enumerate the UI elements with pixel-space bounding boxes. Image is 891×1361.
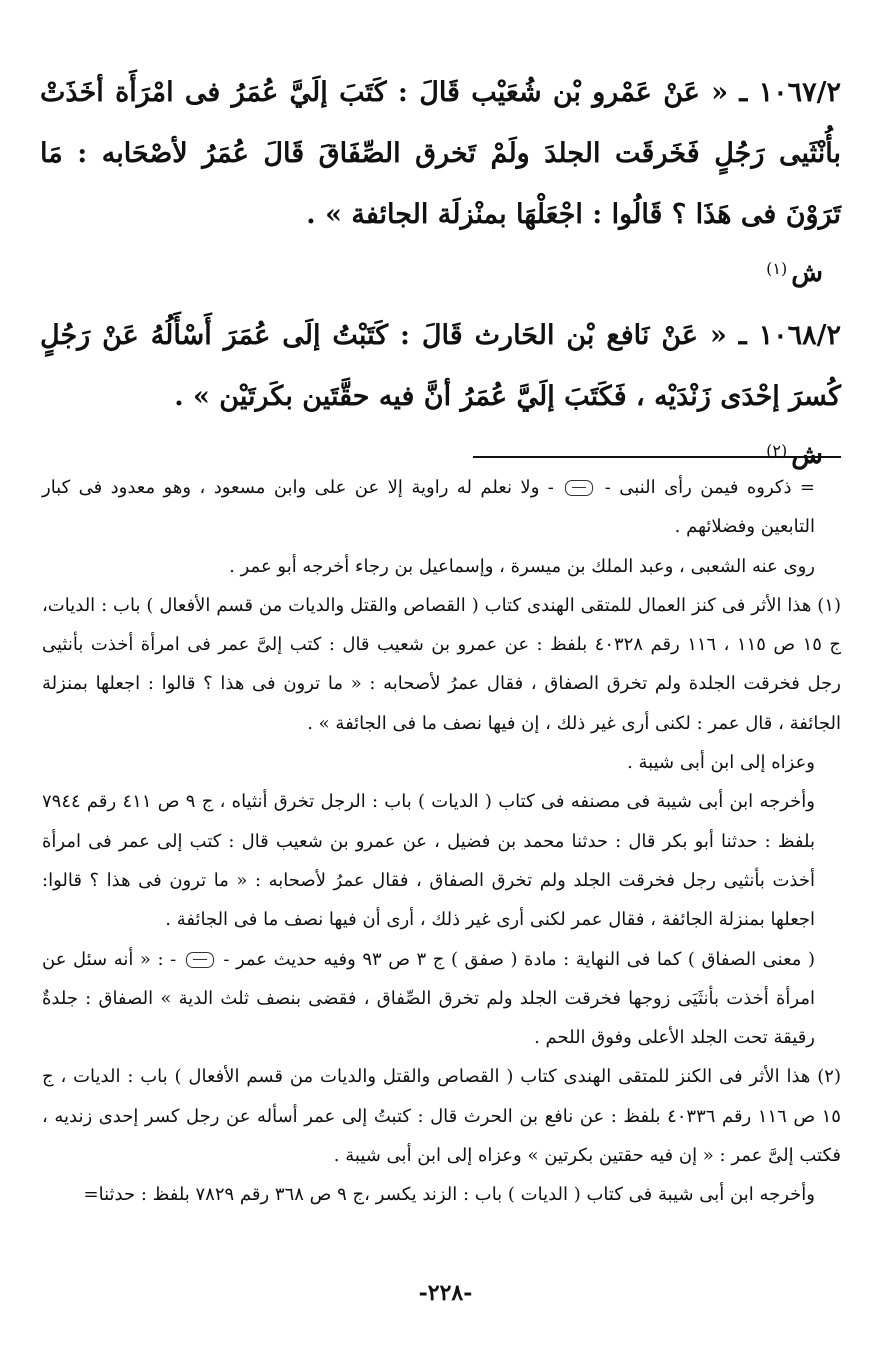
- note-paragraph: وأخرجه ابن أبى شيبة فى مصنفه فى كتاب ( الديات ) باب : الرجل تخرق أنثياه ، ج ٩ ص ٤١١ رقم ٧٩٤٤ بلفظ : حدثنا أبو بكر قال : حدثنا محمد بن فضيل ، عن عمرو بن شعيب قال : كتب إلى عمر فى امرأة أخذت بأنثيى رجل فخرقت الجلد ولم تخرق الصفاق ، فقال عمرُ لأصحابه : « ما ترون فى هذا ؟ قالوا: اجعلها بمنزلة الجائفة ، فقال عمر لكنى أرى غير ذلك ، أرى أن فيها نصف ما فى الجائفة .: [42, 791, 815, 931]
- hadith-1068: [40, 305, 841, 427]
- salutation-icon: [186, 952, 214, 968]
- hadith-text: « عَنْ عَمْرو بْن شُعَيْب قَالَ : كَتَبَ إلَيَّ عُمَرُ فى امْرَأَة أخَذَتْ بأُنْثَيى رَجُلٍ فَخَرقَت الجلدَ ولَمْ تَخرق الصِّفَاقَ قَالَ عُمَرُ لأصْحَابه : مَا تَرَوْنَ فى هَذَا ؟ قَالُوا : اجْعَلْهَا بمنْزلَة الجائفة » .: [40, 77, 841, 230]
- source-line: [40, 245, 841, 301]
- hadith-1067: [40, 62, 841, 245]
- hadith-number: ١٠٦٧/٢: [758, 77, 841, 108]
- note-text: ( معنى الصفاق ) كما فى النهاية : مادة ( صفق ) ج ٣ ص ٩٣ وفيه حديث عمر -: [223, 948, 815, 970]
- note-text: - ولا نعلم له راوية إلا عن على وابن مسعود ، وهو معدود فى كبار التابعين وفضلائهم .: [42, 477, 815, 538]
- footnote-text: هذا الأثر فى الكنز للمتقى الهندى كتاب ( القصاص والقتل والديات من قسم الأفعال ) باب : الديات ، ج ١٥ ص ١١٦ رقم ٤٠٣٣٦ بلفظ : عن نافع بن الحرث قال : كتبتُ إلى عمر أسأله عن رجل كسر إحدى زنديه ، فكتب إلىَّ عمر : « إن فيه حقتين بكرتين » وعزاه إلى ابن أبى شيبة .: [42, 1066, 841, 1167]
- note-paragraph: وعزاه إلى ابن أبى شيبة .: [627, 752, 815, 774]
- note-text: = ذكروه فيمن رأى النبى -: [604, 477, 815, 498]
- source-abbrev: ش: [791, 258, 823, 288]
- page-number: -٢٢٨-: [418, 1280, 473, 1306]
- footnote-ref[interactable]: (٢): [766, 441, 788, 460]
- note-paragraph: وأخرجه ابن أبى شيبة فى كتاب ( الديات ) باب : الزند يكسر ،ج ٩ ص ٣٦٨ رقم ٧٨٢٩ بلفظ : حدثنا=: [83, 1184, 815, 1206]
- hadith-dash: ـ: [738, 320, 747, 351]
- hadith-number: ١٠٦٨/٢: [758, 320, 841, 351]
- footnote-ref[interactable]: (١): [766, 259, 788, 278]
- salutation-icon: [565, 480, 593, 496]
- footnote-text: هذا الأثر فى كنز العمال للمتقى الهندى كتاب ( القصاص والقتل والديات من قسم الأفعال ) باب : الديات، ج ١٥ ص ١١٥ ، ١١٦ رقم ٤٠٣٢٨ بلفظ : عن عمرو بن شعيب قال : كتب إلىَّ عمر فى امرأة أخذت بأنثيى رجل فخرقت الجلدة ولم تخرق الصفاق ، فقال عمرُ لأصحابه : « ما ترون فى هذا ؟ قالوا : اجعلها بمنزلة الجائفة ، قال عمر : لكنى أرى غير ذلك ، إن فيها نصف ما فى الجائفة » .: [42, 594, 841, 734]
- source-abbrev: ش: [791, 440, 823, 470]
- main-text: [40, 62, 841, 487]
- hadith-text: « عَنْ نَافع بْن الحَارث قَالَ : كَتَبْتُ إلَى عُمَرَ أَسْأَلُهُ عَنْ رَجُلٍ كُسرَ إحْدَى زَنْدَيْه ، فَكَتَبَ إلَيَّ عُمَرُ أنَّ فيه حقَّتَين بكَرتَيْن » .: [40, 320, 841, 412]
- footnotes: [42, 468, 841, 1215]
- footnote-1: [42, 586, 841, 743]
- footnote-number: (١): [817, 594, 841, 616]
- footnote-number: (٢): [817, 1066, 841, 1088]
- note-paragraph: [42, 940, 841, 1058]
- hadith-dash: ـ: [739, 77, 748, 108]
- footnote-divider: [473, 456, 841, 458]
- note-paragraph: [42, 468, 841, 547]
- footnote-2: [42, 1057, 841, 1175]
- note-text: - : « أنه سئل عن امرأة أخذت بأنثَيَى زوجها فخرقت الجلد ولم تخرق الصِّفاق ، فقضى بنصف ثلث الدية » الصفاق : جلدةٌ رقيقة تحت الجلد الأعلى وفوق اللحم .: [42, 948, 815, 1049]
- note-paragraph: روى عنه الشعبى ، وعبد الملك بن ميسرة ، وإسماعيل بن رجاء أخرجه أبو عمر .: [229, 555, 815, 577]
